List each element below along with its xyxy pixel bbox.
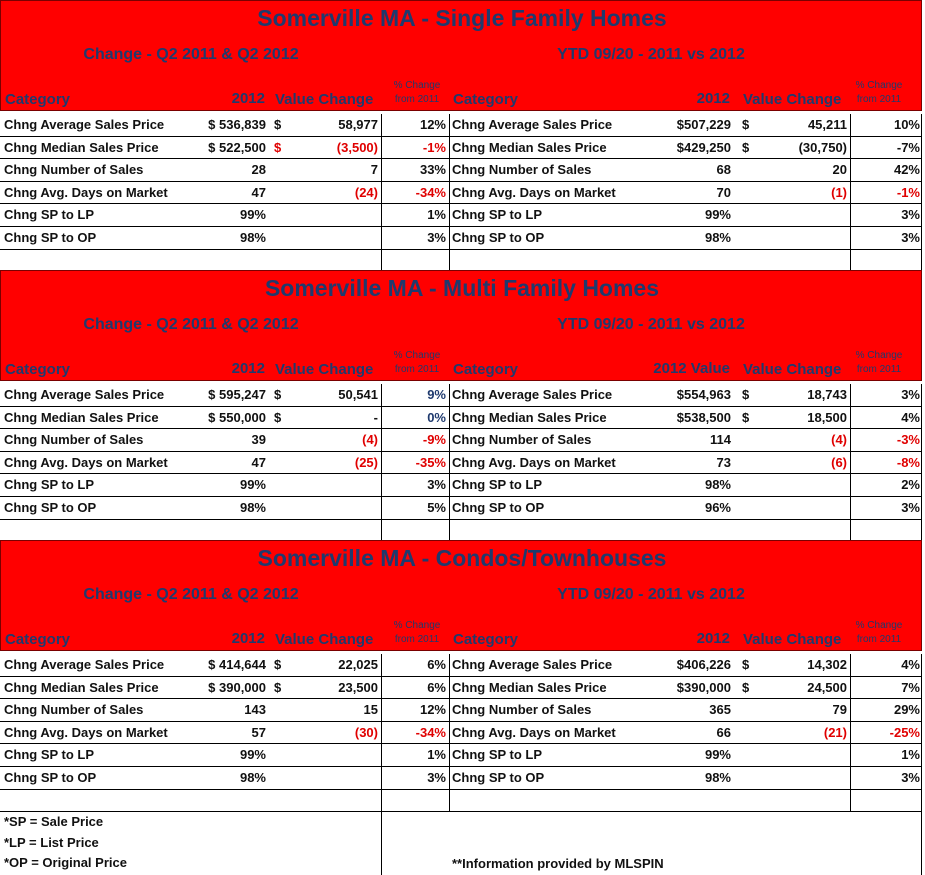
row-category: Chng SP to LP (4, 477, 95, 493)
year-header: 2012 (696, 90, 730, 107)
row-pct-change: 1% (427, 747, 446, 763)
table-edge (921, 384, 922, 542)
row-value: 28 (251, 162, 266, 178)
pct-change-header-sub: from 2011 (394, 634, 440, 645)
pct-change-header: % Change (393, 350, 441, 361)
row-currency-symbol: $ (742, 387, 750, 402)
row-pct-change: -3% (896, 432, 920, 448)
row-pct-change: 42% (893, 162, 920, 178)
row-pct-change: 33% (419, 162, 446, 178)
row-pct-change: -1% (896, 184, 920, 200)
row-category: Chng Average Sales Price (4, 657, 165, 672)
row-value: $ 550,000 (208, 409, 266, 425)
value-change-header: Value Change (743, 361, 842, 378)
row-value: 99% (239, 207, 266, 223)
table-row (0, 699, 922, 722)
row-value-change: 14,302 (807, 657, 847, 672)
row-pct-change: 3% (901, 230, 920, 245)
row-value: 143 (244, 702, 266, 718)
row-value-change: (25) (354, 454, 378, 470)
row-category: Chng Median Sales Price (452, 139, 607, 155)
row-category: Chng Avg. Days on Market (4, 454, 168, 470)
row-value-change: (30,750) (798, 139, 847, 155)
row-currency-symbol: $ (742, 679, 750, 695)
row-value: 96% (704, 500, 731, 515)
blank-row (0, 790, 922, 813)
category-header: Category (5, 631, 71, 648)
pct-change-header-sub: from 2011 (394, 94, 440, 105)
row-category: Chng SP to LP (452, 207, 543, 223)
section-title: Somerville MA - Multi Family Homes (264, 275, 660, 301)
row-category: Chng SP to OP (4, 500, 97, 515)
row-value-change: (21) (823, 724, 847, 740)
row-value: $538,500 (676, 409, 731, 425)
pct-change-header: % Change (855, 350, 903, 361)
section-header (0, 0, 922, 111)
column-divider (850, 654, 851, 812)
column-divider (850, 384, 851, 542)
report-section (0, 0, 925, 270)
table-row (0, 204, 922, 227)
row-category: Chng SP to LP (4, 747, 95, 763)
row-category: Chng Avg. Days on Market (4, 724, 168, 740)
row-category: Chng Number of Sales (452, 162, 592, 178)
row-category: Chng SP to OP (452, 500, 545, 515)
row-currency-symbol: $ (274, 387, 282, 402)
blank-row (0, 520, 922, 543)
section-title: Somerville MA - Single Family Homes (257, 5, 667, 31)
row-pct-change: 2% (901, 477, 920, 493)
value-change-header: Value Change (275, 361, 374, 378)
row-value-change: 22,025 (338, 657, 378, 672)
row-category: Chng SP to OP (4, 230, 97, 245)
row-category: Chng Average Sales Price (452, 387, 613, 402)
row-category: Chng SP to OP (4, 770, 97, 785)
row-value-change: 24,500 (807, 679, 847, 695)
table-edge (921, 654, 922, 812)
table-row (0, 407, 922, 430)
row-pct-change: 3% (427, 230, 446, 245)
row-value: $390,000 (676, 679, 731, 695)
row-category: Chng Number of Sales (4, 702, 144, 718)
row-category: Chng Number of Sales (4, 162, 144, 178)
table-row (0, 722, 922, 745)
row-value: $406,226 (676, 657, 731, 672)
row-value-change: 58,977 (338, 117, 378, 132)
value-change-header: Value Change (275, 631, 374, 648)
row-value-change: (24) (354, 184, 378, 200)
row-value-change: - (373, 409, 378, 425)
table-row (0, 677, 922, 700)
row-currency-symbol: $ (742, 657, 750, 672)
row-value: 39 (251, 432, 266, 448)
blank-row (0, 250, 922, 273)
row-category: Chng Avg. Days on Market (452, 184, 616, 200)
row-category: Chng Median Sales Price (4, 679, 159, 695)
report-section (0, 540, 925, 810)
row-pct-change: -8% (896, 454, 920, 470)
row-pct-change: 3% (901, 207, 920, 223)
row-pct-change: -35% (415, 454, 446, 470)
pct-change-header-sub: from 2011 (856, 634, 902, 645)
left-subtitle: Change - Q2 2011 & Q2 2012 (83, 586, 299, 603)
row-value: $ 595,247 (208, 387, 266, 402)
row-category: Chng Number of Sales (452, 432, 592, 448)
row-category: Chng SP to LP (452, 747, 543, 763)
row-value: 98% (704, 230, 731, 245)
row-pct-change: 6% (427, 679, 446, 695)
row-pct-change: 7% (901, 679, 920, 695)
row-value-change: 79 (832, 702, 847, 718)
row-pct-change: -34% (415, 184, 446, 200)
row-value-change: 18,743 (807, 387, 847, 402)
row-value: 98% (239, 500, 266, 515)
column-divider (449, 384, 450, 542)
row-currency-symbol: $ (742, 139, 750, 155)
row-category: Chng SP to OP (452, 230, 545, 245)
row-value: $ 414,644 (208, 657, 266, 672)
row-value: $429,250 (676, 139, 731, 155)
pct-change-header: % Change (855, 80, 903, 91)
row-pct-change: -34% (415, 724, 446, 740)
pct-change-header: % Change (393, 620, 441, 631)
year-header: 2012 (231, 630, 265, 647)
row-category: Chng Average Sales Price (452, 117, 613, 132)
row-category: Chng Avg. Days on Market (452, 724, 616, 740)
row-value-change: (4) (362, 432, 378, 448)
row-pct-change: 4% (901, 657, 920, 672)
table-row (0, 744, 922, 767)
row-value: 66 (716, 724, 731, 740)
row-value: 114 (710, 432, 731, 448)
row-value: $ 390,000 (208, 679, 266, 695)
row-pct-change: 4% (901, 409, 920, 425)
row-value: 98% (704, 477, 731, 493)
row-category: Chng Number of Sales (4, 432, 144, 448)
row-currency-symbol: $ (274, 117, 282, 132)
left-subtitle: Change - Q2 2011 & Q2 2012 (83, 316, 299, 333)
row-value: 99% (704, 747, 731, 763)
source-credit: **Information provided by MLSPIN (452, 856, 664, 871)
row-value: 68 (716, 162, 731, 178)
row-value: $ 522,500 (208, 139, 266, 155)
row-value-change: (1) (831, 184, 847, 200)
table-row (0, 227, 922, 250)
row-pct-change: 5% (427, 500, 446, 515)
footnotes (4, 812, 127, 874)
row-value: 70 (716, 184, 731, 200)
row-value: 73 (716, 454, 731, 470)
row-value: 99% (704, 207, 731, 223)
row-pct-change: 3% (901, 500, 920, 515)
section-header (0, 270, 922, 381)
category-header: Category (453, 631, 519, 648)
row-category: Chng Average Sales Price (4, 117, 165, 132)
column-divider (850, 114, 851, 272)
pct-change-header-sub: from 2011 (856, 364, 902, 375)
row-pct-change: 3% (427, 770, 446, 785)
row-value-change: 18,500 (807, 409, 847, 425)
report-section (0, 270, 925, 540)
row-value: 98% (239, 230, 266, 245)
pct-change-header-sub: from 2011 (856, 94, 902, 105)
right-subtitle: YTD 09/20 - 2011 vs 2012 (557, 586, 745, 603)
row-pct-change: 3% (901, 387, 920, 402)
row-currency-symbol: $ (274, 409, 282, 425)
row-value-change: 23,500 (338, 679, 378, 695)
row-value-change: (4) (831, 432, 847, 448)
row-category: Chng Number of Sales (452, 702, 592, 718)
footer-edge (921, 810, 922, 875)
year-header: 2012 (696, 630, 730, 647)
row-category: Chng SP to LP (452, 477, 543, 493)
right-subtitle: YTD 09/20 - 2011 vs 2012 (557, 46, 745, 63)
row-category: Chng Median Sales Price (452, 409, 607, 425)
footnote: *SP = Sale Price (4, 814, 104, 829)
column-divider (381, 654, 382, 812)
row-pct-change: -1% (422, 139, 446, 155)
row-pct-change: 9% (427, 387, 446, 402)
row-category: Chng Average Sales Price (4, 387, 165, 402)
row-value: $507,229 (676, 117, 731, 132)
column-divider (449, 654, 450, 812)
row-pct-change: -7% (896, 139, 920, 155)
row-currency-symbol: $ (742, 117, 750, 132)
row-value: $554,963 (676, 387, 731, 402)
row-category: Chng Median Sales Price (4, 139, 159, 155)
row-pct-change: 29% (893, 702, 920, 718)
value-change-header: Value Change (275, 91, 374, 108)
section-title: Somerville MA - Condos/Townhouses (257, 545, 667, 571)
value-change-header: Value Change (743, 631, 842, 648)
row-pct-change: 6% (427, 657, 446, 672)
table-row (0, 654, 922, 677)
table-row (0, 384, 922, 407)
footnote: *LP = List Price (4, 834, 99, 850)
table-row (0, 767, 922, 790)
table-row (0, 182, 922, 205)
value-change-header: Value Change (743, 91, 842, 108)
row-value-change: 15 (363, 702, 378, 718)
year-header: 2012 Value (653, 360, 730, 377)
row-category: Chng SP to OP (452, 770, 545, 785)
pct-change-header-sub: from 2011 (394, 364, 440, 375)
table-row (0, 137, 922, 160)
row-pct-change: 0% (427, 409, 446, 425)
table-row (0, 429, 922, 452)
table-row (0, 114, 922, 137)
pct-change-header: % Change (393, 80, 441, 91)
section-header (0, 540, 922, 651)
row-value: 47 (251, 454, 266, 470)
year-header: 2012 (231, 360, 265, 377)
row-category: Chng Median Sales Price (452, 679, 607, 695)
row-value-change: 7 (370, 162, 378, 178)
row-value: 99% (239, 747, 266, 763)
row-currency-symbol: $ (274, 139, 282, 155)
row-pct-change: 12% (419, 702, 446, 718)
table-row (0, 452, 922, 475)
table-row (0, 159, 922, 182)
row-value: 47 (251, 184, 266, 200)
row-value: 98% (239, 770, 266, 785)
year-header: 2012 (231, 90, 265, 107)
row-pct-change: 10% (893, 117, 920, 132)
row-pct-change: 3% (901, 770, 920, 785)
row-value: $ 536,839 (208, 117, 266, 132)
row-value: 99% (239, 477, 266, 493)
row-currency-symbol: $ (742, 409, 750, 425)
row-pct-change: -25% (889, 724, 920, 740)
row-value-change: (30) (354, 724, 378, 740)
row-category: Chng SP to LP (4, 207, 95, 223)
column-divider (381, 384, 382, 542)
row-pct-change: 12% (419, 117, 446, 132)
row-pct-change: 1% (901, 747, 920, 763)
column-divider (449, 114, 450, 272)
row-pct-change: 1% (427, 207, 446, 223)
category-header: Category (5, 361, 71, 378)
row-category: Chng Average Sales Price (452, 657, 613, 672)
row-category: Chng Median Sales Price (4, 409, 159, 425)
row-category: Chng Avg. Days on Market (4, 184, 168, 200)
footer-divider (381, 810, 382, 875)
row-value: 365 (709, 702, 731, 718)
row-category: Chng Avg. Days on Market (452, 454, 616, 470)
table-row (0, 474, 922, 497)
category-header: Category (453, 91, 519, 108)
row-value-change: 45,211 (807, 117, 847, 132)
pct-change-header: % Change (855, 620, 903, 631)
row-value: 57 (251, 724, 266, 740)
category-header: Category (5, 91, 71, 108)
row-currency-symbol: $ (274, 679, 282, 695)
row-pct-change: 3% (427, 477, 446, 493)
row-value-change: (6) (831, 454, 847, 470)
row-value-change: (3,500) (336, 139, 378, 155)
row-value-change: 20 (832, 162, 847, 178)
row-value-change: 50,541 (338, 387, 378, 402)
row-value: 98% (704, 770, 731, 785)
left-subtitle: Change - Q2 2011 & Q2 2012 (83, 46, 299, 63)
footnote: *OP = Original Price (4, 855, 127, 870)
row-currency-symbol: $ (274, 657, 282, 672)
table-row (0, 497, 922, 520)
table-edge (921, 114, 922, 272)
row-pct-change: -9% (422, 432, 446, 448)
right-subtitle: YTD 09/20 - 2011 vs 2012 (557, 316, 745, 333)
column-divider (381, 114, 382, 272)
category-header: Category (453, 361, 519, 378)
